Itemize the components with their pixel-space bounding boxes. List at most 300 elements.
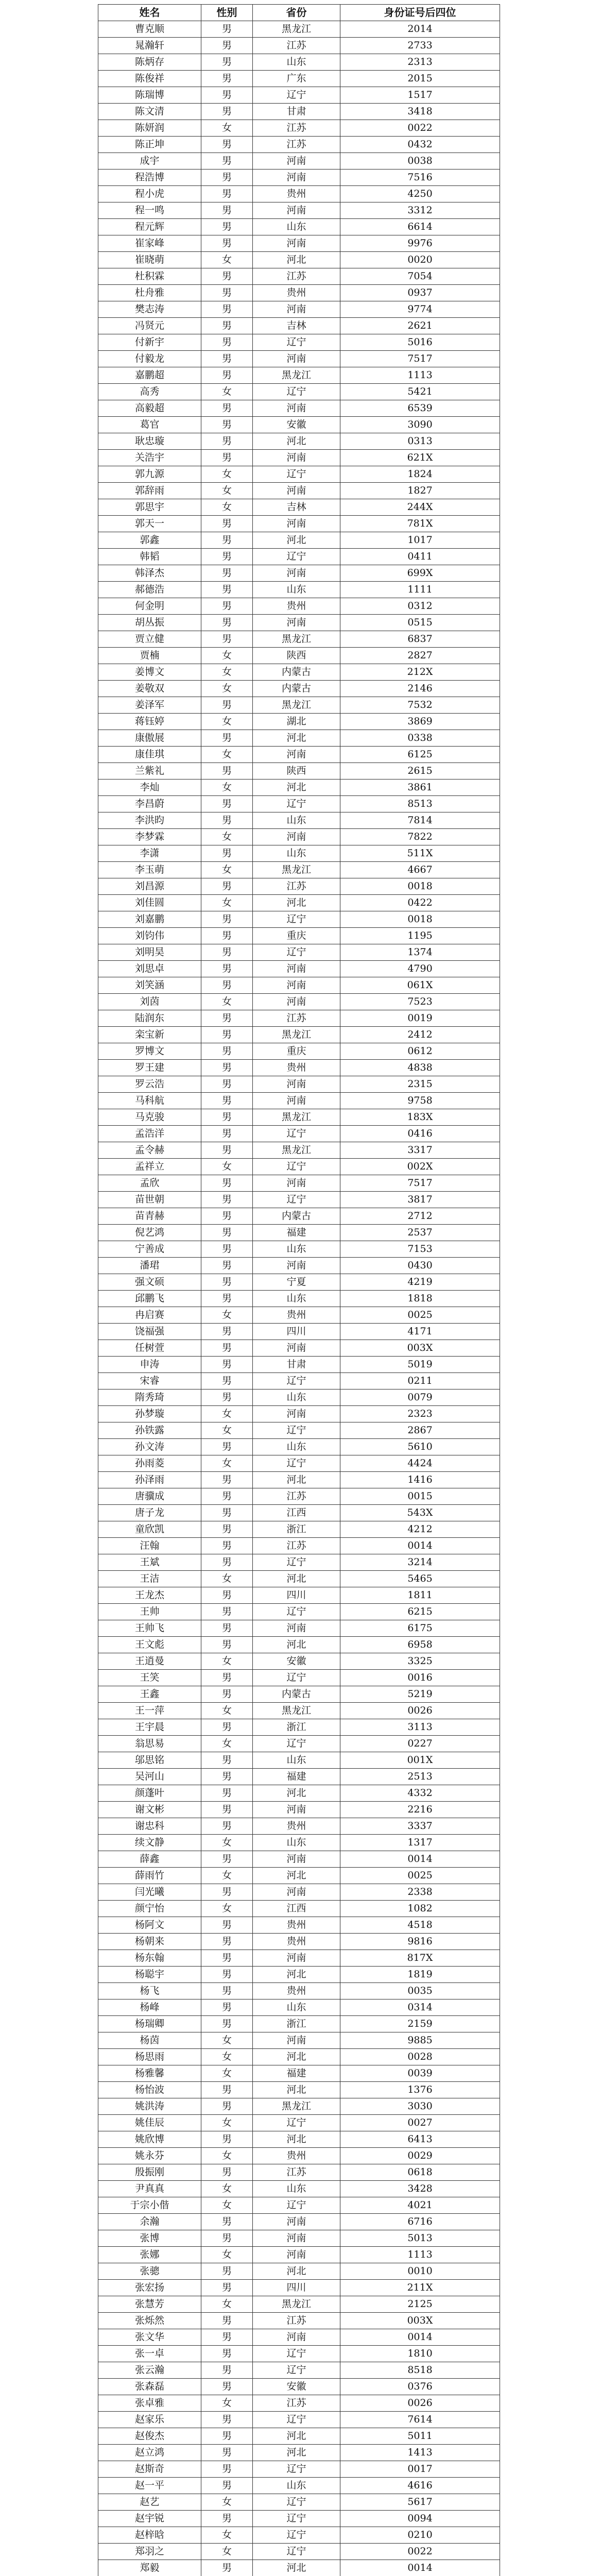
cell-name: 张娜 (98, 2247, 201, 2263)
cell-gender: 男 (201, 796, 253, 812)
cell-province: 贵州 (253, 186, 340, 202)
cell-province: 河南 (253, 1950, 340, 1967)
cell-name: 葛官 (98, 417, 201, 433)
cell-id-last4: 0014 (340, 1851, 500, 1868)
cell-gender: 男 (201, 2511, 253, 2527)
cell-gender: 男 (201, 1488, 253, 1505)
cell-province: 浙江 (253, 1521, 340, 1538)
table-row (98, 2461, 500, 2478)
cell-province: 河南 (253, 153, 340, 170)
cell-id-last4: 1827 (340, 483, 500, 499)
table-row (98, 1967, 500, 1983)
cell-id-last4: 4790 (340, 961, 500, 977)
table-row (98, 21, 500, 38)
table-row (98, 829, 500, 845)
cell-province: 辽宁 (253, 1159, 340, 1175)
cell-province: 江苏 (253, 2313, 340, 2329)
cell-province: 河北 (253, 1785, 340, 1802)
cell-name: 王一萍 (98, 1703, 201, 1719)
cell-name: 郭辞雨 (98, 483, 201, 499)
cell-province: 福建 (253, 2065, 340, 2082)
cell-gender: 男 (201, 1719, 253, 1736)
cell-gender: 男 (201, 1076, 253, 1093)
cell-id-last4: 0079 (340, 1389, 500, 1406)
cell-id-last4: 9816 (340, 1934, 500, 1950)
cell-province: 山东 (253, 1752, 340, 1769)
cell-province: 辽宁 (253, 2197, 340, 2214)
table-row (98, 1027, 500, 1043)
table-row (98, 977, 500, 994)
table-row (98, 318, 500, 334)
cell-name: 任树萱 (98, 1340, 201, 1357)
cell-id-last4: 3428 (340, 2181, 500, 2197)
cell-name: 苗世朝 (98, 1192, 201, 1208)
table-row (98, 2346, 500, 2362)
cell-gender: 男 (201, 763, 253, 779)
table-row (98, 1835, 500, 1851)
cell-gender: 男 (201, 38, 253, 54)
cell-gender: 男 (201, 1373, 253, 1389)
cell-province: 河南 (253, 170, 340, 186)
cell-id-last4: 0612 (340, 1043, 500, 1060)
cell-province: 浙江 (253, 2016, 340, 2032)
cell-id-last4: 7517 (340, 351, 500, 367)
cell-id-last4: 0618 (340, 2164, 500, 2181)
cell-gender: 男 (201, 1389, 253, 1406)
cell-province: 河南 (253, 994, 340, 1010)
cell-name: 张博 (98, 2230, 201, 2247)
cell-name: 康傲展 (98, 730, 201, 747)
cell-gender: 男 (201, 631, 253, 648)
table-row (98, 631, 500, 648)
cell-id-last4: 0022 (340, 2544, 500, 2560)
cell-name: 孟欣 (98, 1175, 201, 1192)
cell-province: 河北 (253, 2082, 340, 2098)
cell-id-last4: 0035 (340, 1983, 500, 1999)
cell-province: 辽宁 (253, 944, 340, 961)
cell-gender: 男 (201, 1274, 253, 1291)
cell-name: 王逍曼 (98, 1653, 201, 1670)
cell-gender: 男 (201, 2379, 253, 2395)
table-row (98, 1258, 500, 1274)
cell-province: 河南 (253, 2230, 340, 2247)
cell-id-last4: 621X (340, 450, 500, 466)
table-row (98, 1373, 500, 1389)
cell-id-last4: 0022 (340, 120, 500, 137)
cell-province: 山东 (253, 845, 340, 862)
cell-id-last4: 7054 (340, 268, 500, 285)
cell-province: 黑龙江 (253, 1703, 340, 1719)
cell-province: 山东 (253, 54, 340, 71)
cell-province: 贵州 (253, 285, 340, 301)
cell-id-last4: 0016 (340, 1670, 500, 1686)
cell-id-last4: 3817 (340, 1192, 500, 1208)
cell-id-last4: 6837 (340, 631, 500, 648)
table-row (98, 796, 500, 812)
cell-id-last4: 0094 (340, 2511, 500, 2527)
cell-id-last4: 1810 (340, 2346, 500, 2362)
table-row (98, 2511, 500, 2527)
table-row (98, 1208, 500, 1225)
cell-id-last4: 4250 (340, 186, 500, 202)
cell-id-last4: 212X (340, 664, 500, 681)
cell-gender: 男 (201, 186, 253, 202)
cell-id-last4: 0028 (340, 2049, 500, 2065)
cell-name: 程浩博 (98, 170, 201, 186)
cell-name: 李洪昀 (98, 812, 201, 829)
cell-name: 崔晓萌 (98, 252, 201, 268)
cell-id-last4: 183X (340, 1109, 500, 1126)
cell-id-last4: 0020 (340, 252, 500, 268)
cell-name: 刘嘉鹏 (98, 911, 201, 928)
cell-gender: 男 (201, 1093, 253, 1109)
table-row (98, 351, 500, 367)
cell-id-last4: 3090 (340, 417, 500, 433)
cell-gender: 男 (201, 2230, 253, 2247)
cell-gender: 男 (201, 2428, 253, 2445)
cell-province: 河南 (253, 2329, 340, 2346)
table-row (98, 1670, 500, 1686)
cell-name: 姚佳辰 (98, 2115, 201, 2131)
cell-gender: 女 (201, 994, 253, 1010)
cell-name: 陆润东 (98, 1010, 201, 1027)
cell-province: 河南 (253, 1802, 340, 1818)
table-row (98, 1422, 500, 1439)
cell-gender: 女 (201, 2395, 253, 2412)
cell-name: 关浩宇 (98, 450, 201, 466)
cell-gender: 男 (201, 1060, 253, 1076)
table-row (98, 862, 500, 878)
cell-name: 杨朝来 (98, 1934, 201, 1950)
cell-province: 江苏 (253, 1010, 340, 1027)
cell-name: 栾宝新 (98, 1027, 201, 1043)
cell-province: 河北 (253, 1637, 340, 1653)
cell-province: 福建 (253, 1225, 340, 1241)
cell-province: 河南 (253, 1884, 340, 1901)
cell-name: 韩泽杰 (98, 565, 201, 582)
cell-province: 辽宁 (253, 1455, 340, 1472)
cell-name: 李灿 (98, 779, 201, 796)
cell-gender: 男 (201, 1950, 253, 1967)
cell-province: 河南 (253, 615, 340, 631)
cell-id-last4: 0029 (340, 2148, 500, 2164)
cell-name: 成宇 (98, 153, 201, 170)
cell-id-last4: 5421 (340, 384, 500, 400)
cell-name: 陈文清 (98, 104, 201, 120)
cell-id-last4: 0937 (340, 285, 500, 301)
cell-id-last4: 0014 (340, 1538, 500, 1554)
cell-gender: 男 (201, 1340, 253, 1357)
cell-gender: 男 (201, 1851, 253, 1868)
table-row (98, 450, 500, 466)
cell-gender: 男 (201, 977, 253, 994)
cell-name: 刘思卓 (98, 961, 201, 977)
cell-province: 辽宁 (253, 1670, 340, 1686)
cell-name: 姚永芬 (98, 2148, 201, 2164)
table-row (98, 2131, 500, 2148)
cell-province: 内蒙古 (253, 664, 340, 681)
cell-name: 孟浩洋 (98, 1126, 201, 1142)
cell-name: 孙铁露 (98, 1422, 201, 1439)
cell-id-last4: 2733 (340, 38, 500, 54)
cell-id-last4: 0515 (340, 615, 500, 631)
cell-gender: 男 (201, 202, 253, 219)
cell-province: 贵州 (253, 1983, 340, 1999)
cell-name: 汪翰 (98, 1538, 201, 1554)
cell-gender: 女 (201, 2115, 253, 2131)
table-row (98, 1901, 500, 1917)
cell-gender: 男 (201, 1439, 253, 1455)
cell-name: 杨聪宇 (98, 1967, 201, 1983)
table-row (98, 334, 500, 351)
cell-id-last4: 2313 (340, 54, 500, 71)
cell-gender: 男 (201, 1884, 253, 1901)
cell-id-last4: 0014 (340, 2560, 500, 2576)
cell-name: 陈正坤 (98, 137, 201, 153)
cell-province: 辽宁 (253, 1736, 340, 1752)
table-row (98, 1324, 500, 1340)
cell-id-last4: 4021 (340, 2197, 500, 2214)
cell-province: 河南 (253, 747, 340, 763)
cell-gender: 女 (201, 779, 253, 796)
cell-name: 赵梓晗 (98, 2527, 201, 2544)
cell-gender: 女 (201, 2494, 253, 2511)
table-row (98, 285, 500, 301)
table-row (98, 911, 500, 928)
cell-province: 湖北 (253, 714, 340, 730)
cell-province: 辽宁 (253, 334, 340, 351)
cell-name: 宋睿 (98, 1373, 201, 1389)
cell-province: 河南 (253, 483, 340, 499)
cell-id-last4: 1818 (340, 1291, 500, 1307)
cell-name: 杨瑞卿 (98, 2016, 201, 2032)
cell-province: 江苏 (253, 268, 340, 285)
cell-gender: 男 (201, 1142, 253, 1159)
cell-id-last4: 211X (340, 2280, 500, 2296)
cell-gender: 男 (201, 1225, 253, 1241)
cell-gender: 男 (201, 71, 253, 87)
cell-gender: 女 (201, 252, 253, 268)
cell-gender: 男 (201, 1357, 253, 1373)
cell-province: 辽宁 (253, 2511, 340, 2527)
cell-id-last4: 5013 (340, 2230, 500, 2247)
table-row (98, 466, 500, 483)
cell-name: 张一卓 (98, 2346, 201, 2362)
cell-province: 河北 (253, 730, 340, 747)
cell-province: 河北 (253, 2263, 340, 2280)
cell-name: 贾立健 (98, 631, 201, 648)
cell-gender: 男 (201, 2445, 253, 2461)
cell-id-last4: 6413 (340, 2131, 500, 2148)
cell-province: 内蒙古 (253, 1686, 340, 1703)
table-row (98, 1126, 500, 1142)
cell-gender: 女 (201, 2197, 253, 2214)
cell-province: 甘肃 (253, 1357, 340, 1373)
cell-gender: 男 (201, 1769, 253, 1785)
cell-province: 河北 (253, 532, 340, 549)
cell-name: 苗青赫 (98, 1208, 201, 1225)
cell-name: 王鑫 (98, 1686, 201, 1703)
cell-gender: 男 (201, 268, 253, 285)
table-row (98, 1010, 500, 1027)
cell-id-last4: 5019 (340, 1357, 500, 1373)
cell-province: 河北 (253, 1967, 340, 1983)
cell-gender: 女 (201, 1868, 253, 1884)
table-row (98, 1192, 500, 1208)
table-row (98, 202, 500, 219)
cell-name: 晁瀚轩 (98, 38, 201, 54)
cell-id-last4: 0027 (340, 2115, 500, 2131)
cell-gender: 男 (201, 961, 253, 977)
cell-province: 河南 (253, 1406, 340, 1422)
cell-id-last4: 4212 (340, 1521, 500, 1538)
cell-id-last4: 4219 (340, 1274, 500, 1291)
cell-id-last4: 1082 (340, 1901, 500, 1917)
table-row (98, 499, 500, 516)
cell-gender: 女 (201, 2032, 253, 2049)
cell-id-last4: 9774 (340, 301, 500, 318)
cell-gender: 男 (201, 928, 253, 944)
cell-gender: 女 (201, 2527, 253, 2544)
cell-province: 福建 (253, 1769, 340, 1785)
table-row (98, 2313, 500, 2329)
cell-gender: 男 (201, 1258, 253, 1274)
cell-province: 辽宁 (253, 911, 340, 928)
cell-gender: 男 (201, 1620, 253, 1637)
table-row (98, 2412, 500, 2428)
cell-gender: 男 (201, 301, 253, 318)
table-row (98, 1488, 500, 1505)
cell-id-last4: 4171 (340, 1324, 500, 1340)
cell-id-last4: 1017 (340, 532, 500, 549)
cell-gender: 女 (201, 2181, 253, 2197)
cell-name: 康佳琪 (98, 747, 201, 763)
cell-name: 樊志涛 (98, 301, 201, 318)
cell-province: 河北 (253, 1571, 340, 1587)
table-row (98, 928, 500, 944)
table-row (98, 2280, 500, 2296)
cell-id-last4: 5610 (340, 1439, 500, 1455)
cell-id-last4: 2014 (340, 21, 500, 38)
cell-gender: 男 (201, 2098, 253, 2115)
table-row (98, 2428, 500, 2445)
table-row (98, 1521, 500, 1538)
cell-gender: 男 (201, 911, 253, 928)
cell-id-last4: 3214 (340, 1554, 500, 1571)
table-row (98, 2214, 500, 2230)
cell-id-last4: 002X (340, 1159, 500, 1175)
cell-id-last4: 003X (340, 1340, 500, 1357)
cell-name: 陈炳存 (98, 54, 201, 71)
cell-id-last4: 817X (340, 1950, 500, 1967)
table-row (98, 2362, 500, 2379)
cell-gender: 男 (201, 153, 253, 170)
cell-province: 黑龙江 (253, 21, 340, 38)
table-row (98, 219, 500, 235)
cell-gender: 男 (201, 2280, 253, 2296)
table-row (98, 812, 500, 829)
table-row (98, 2065, 500, 2082)
cell-province: 吉林 (253, 318, 340, 334)
cell-name: 王帅 (98, 1604, 201, 1620)
cell-gender: 男 (201, 104, 253, 120)
table-row (98, 2560, 500, 2576)
cell-gender: 男 (201, 1802, 253, 1818)
cell-id-last4: 781X (340, 516, 500, 532)
cell-name: 续文静 (98, 1835, 201, 1851)
table-row (98, 1406, 500, 1422)
table-row (98, 417, 500, 433)
table-row (98, 697, 500, 714)
table-row (98, 1043, 500, 1060)
cell-name: 邱鹏飞 (98, 1291, 201, 1307)
table-row (98, 1340, 500, 1357)
cell-id-last4: 6958 (340, 1637, 500, 1653)
cell-province: 辽宁 (253, 1554, 340, 1571)
cell-gender: 男 (201, 1241, 253, 1258)
cell-gender: 女 (201, 2247, 253, 2263)
cell-id-last4: 4667 (340, 862, 500, 878)
cell-province: 辽宁 (253, 2115, 340, 2131)
cell-name: 张烁然 (98, 2313, 201, 2329)
cell-id-last4: 6125 (340, 747, 500, 763)
cell-gender: 女 (201, 466, 253, 483)
cell-province: 河南 (253, 2247, 340, 2263)
cell-gender: 男 (201, 582, 253, 598)
cell-id-last4: 0026 (340, 2395, 500, 2412)
cell-name: 杨东翰 (98, 1950, 201, 1967)
cell-gender: 女 (201, 681, 253, 697)
cell-province: 江西 (253, 1901, 340, 1917)
cell-name: 翁思易 (98, 1736, 201, 1752)
cell-id-last4: 5617 (340, 2494, 500, 2511)
table-row (98, 1225, 500, 1241)
cell-province: 贵州 (253, 2148, 340, 2164)
table-row (98, 1785, 500, 1802)
cell-id-last4: 2621 (340, 318, 500, 334)
cell-id-last4: 1413 (340, 2445, 500, 2461)
cell-gender: 男 (201, 2082, 253, 2098)
cell-gender: 男 (201, 2164, 253, 2181)
cell-name: 兰紫礼 (98, 763, 201, 779)
table-row (98, 71, 500, 87)
cell-id-last4: 4518 (340, 1917, 500, 1934)
cell-gender: 男 (201, 1587, 253, 1604)
cell-name: 隋秀琦 (98, 1389, 201, 1406)
cell-id-last4: 5011 (340, 2428, 500, 2445)
cell-province: 山东 (253, 1835, 340, 1851)
cell-province: 重庆 (253, 928, 340, 944)
cell-gender: 女 (201, 1703, 253, 1719)
cell-id-last4: 9976 (340, 235, 500, 252)
cell-id-last4: 1113 (340, 2247, 500, 2263)
cell-name: 殷振刚 (98, 2164, 201, 2181)
table-row (98, 2379, 500, 2395)
cell-gender: 男 (201, 137, 253, 153)
cell-name: 刘佳圆 (98, 895, 201, 911)
cell-id-last4: 2712 (340, 1208, 500, 1225)
cell-province: 内蒙古 (253, 681, 340, 697)
cell-province: 河北 (253, 2428, 340, 2445)
cell-name: 赵斯奇 (98, 2461, 201, 2478)
table-row (98, 1752, 500, 1769)
cell-gender: 女 (201, 384, 253, 400)
cell-name: 童欣凯 (98, 1521, 201, 1538)
cell-gender: 男 (201, 1208, 253, 1225)
cell-name: 孙文涛 (98, 1439, 201, 1455)
cell-gender: 男 (201, 2313, 253, 2329)
cell-gender: 男 (201, 730, 253, 747)
